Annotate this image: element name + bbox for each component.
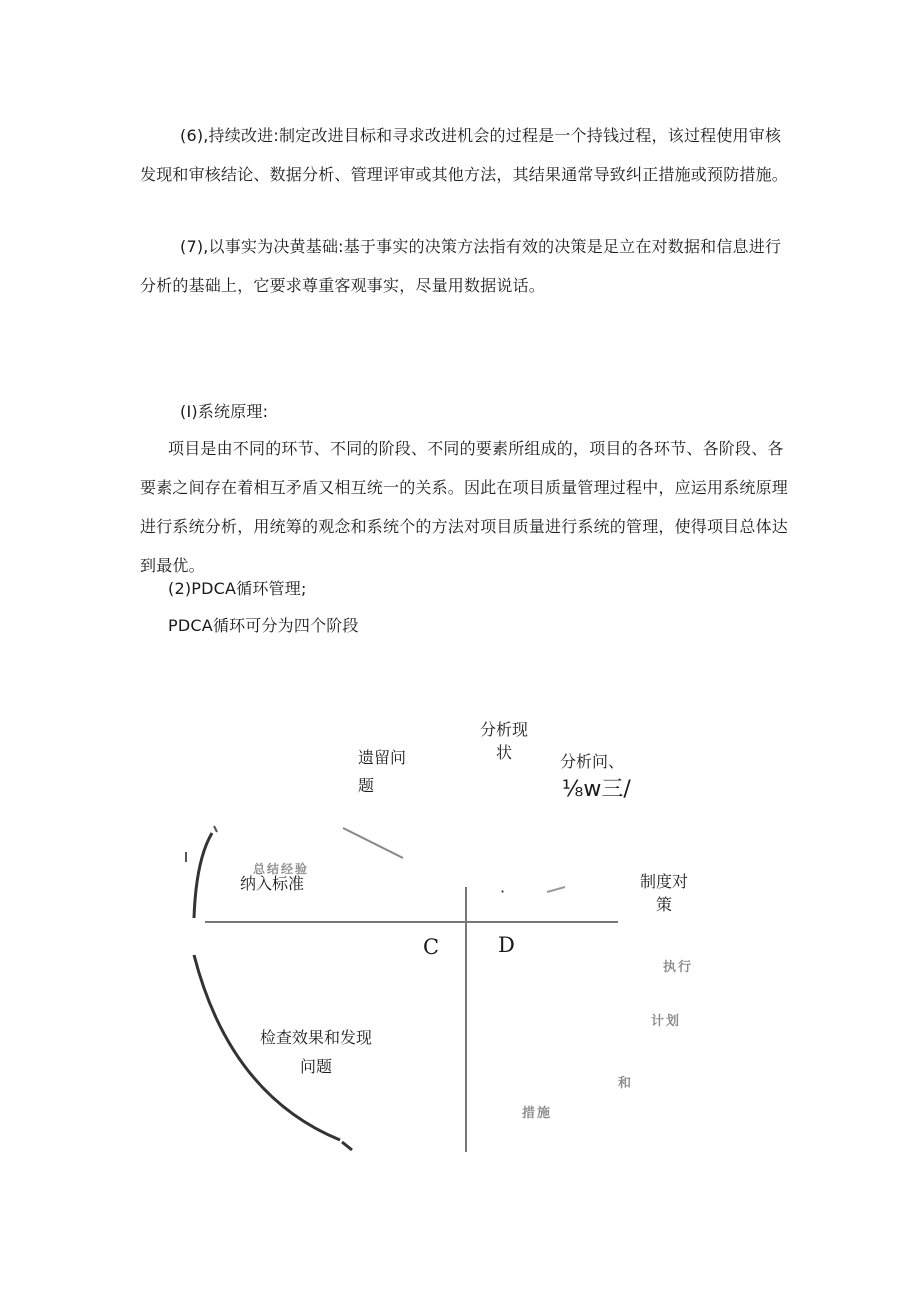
label-and: 和 [618, 1076, 634, 1091]
label-incorporate-standard: 纳入标准 [240, 874, 305, 893]
heading-system-principle: (I)系统原理: [180, 402, 269, 421]
letter-d: D [498, 933, 515, 957]
label-leftover-problem-cut: 题 [358, 776, 375, 795]
diagram-top-tick [214, 826, 217, 832]
paragraph-pdca-stages: PDCA循环可分为四个阶段 [168, 616, 359, 635]
paragraph-continuous-improvement: (6),持续改进:制定改进目标和寻求改进机会的过程是一个持钱过程，该过程使用审核发现和审核结论、数据分析、管理评审或其他方法，其结果通常导致纠正措施或预防措施。 [140, 126, 789, 184]
label-garbled-text: ⅛w三/ [562, 777, 631, 802]
label-measures: 措施 [522, 1106, 553, 1121]
label-policy-measures: 制度对 策 [640, 872, 689, 914]
label-analyze-status: 分析现 状 [480, 720, 529, 762]
label-dot: · [500, 882, 506, 901]
label-check-effect: 检查效果和发现 问题 [260, 1028, 373, 1076]
label-leftover-problem: 遗留问 [358, 748, 407, 767]
label-plan: 计划 [651, 1014, 682, 1029]
heading-pdca-cycle: (2)PDCA循环管理; [168, 579, 307, 598]
diagram-arc-upper-left [194, 833, 212, 918]
label-summarize-experience: 总结经验 [253, 862, 310, 876]
paragraph-system-principle: 项目是由不同的环节、不同的阶段、不同的要素所组成的，项目的各环节、各阶段、各要素之间存在着相互矛盾又相互统一的关系。因此在项目质量管理过程中，应运用系统原理进行系统分析，用统筹的观念和系统个的方法对项目质量进行系统的管理，使得项目总体达到最优。 [140, 439, 789, 575]
label-execute: 执行 [663, 960, 694, 975]
diagram-diagonal-stroke [343, 828, 403, 858]
paragraph-fact-based-decision: (7),以事实为决黄基础:基于事实的决策方法指有效的决策是足立在对数据和信息进行分析的基础上，它要求尊重客观事实，尽量用数据说话。 [140, 237, 782, 295]
diagram-arc-tick [342, 1142, 352, 1150]
diagram-faint-stroke [547, 887, 565, 892]
letter-c: C [423, 935, 440, 959]
label-analyze-problem: 分析问、 [560, 752, 625, 771]
